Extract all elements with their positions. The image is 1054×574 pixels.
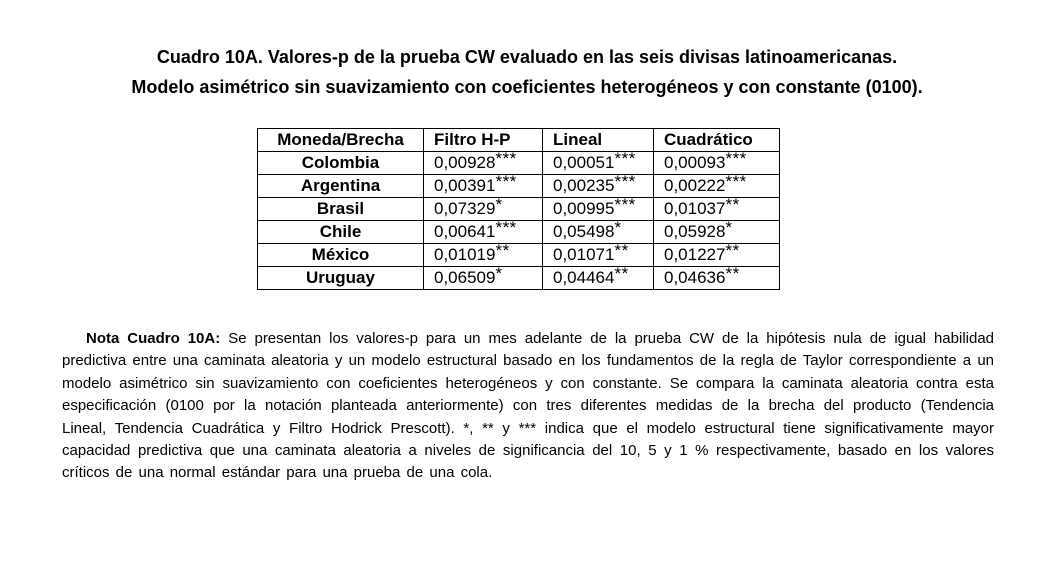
- header-lineal: Lineal: [543, 129, 654, 152]
- table-row: [258, 152, 780, 175]
- significance-stars: *: [725, 217, 733, 237]
- pvalue-cell: [654, 263, 780, 290]
- table-caption-line2: Modelo asimétrico sin suavizamiento con coeficientes heterogéneos y con constante (0100).: [131, 77, 923, 97]
- pvalue: 0,00641: [434, 222, 496, 241]
- header-cuadratico: Cuadrático: [654, 129, 780, 152]
- note-label: Nota Cuadro 10A:: [86, 330, 221, 347]
- header-filtro-hp: Filtro H-P: [424, 129, 543, 152]
- currency-label: México: [258, 244, 424, 267]
- pvalue-cell: [654, 240, 780, 267]
- table-row: [258, 267, 780, 290]
- currency-label: Colombia: [258, 152, 424, 175]
- pvalue: 0,07329: [434, 199, 496, 218]
- pvalues-table-container: [257, 128, 780, 290]
- pvalue: 0,00093: [664, 153, 726, 172]
- header-moneda-brecha: Moneda/Brecha: [258, 129, 424, 152]
- pvalue: 0,00391: [434, 176, 496, 195]
- pvalue: 0,01037: [664, 199, 726, 218]
- significance-stars: ***: [725, 148, 747, 168]
- currency-label: Brasil: [258, 198, 424, 221]
- pvalue-cell: [543, 194, 654, 221]
- pvalue-cell: [424, 263, 543, 290]
- significance-stars: ***: [614, 171, 636, 191]
- pvalue: 0,00222: [664, 176, 726, 195]
- pvalue-cell: [654, 217, 780, 244]
- table-caption-line1: Cuadro 10A. Valores-p de la prueba CW evaluado en las seis divisas latinoamericanas.: [156, 47, 898, 67]
- pvalue-cell: [424, 240, 543, 267]
- pvalue-cell: [424, 148, 543, 175]
- significance-stars: ***: [725, 171, 747, 191]
- significance-stars: ***: [614, 148, 636, 168]
- pvalue-cell: [543, 217, 654, 244]
- significance-stars: *: [614, 217, 622, 237]
- pvalue-cell: [424, 194, 543, 221]
- pvalue-cell: [654, 194, 780, 221]
- pvalue-cell: [543, 240, 654, 267]
- significance-stars: *: [495, 194, 503, 214]
- pvalue: 0,00995: [553, 199, 615, 218]
- table-row: [258, 198, 780, 221]
- significance-stars: **: [614, 240, 629, 260]
- pvalue: 0,01019: [434, 245, 496, 264]
- significance-stars: **: [495, 240, 510, 260]
- table-row: [258, 244, 780, 267]
- pvalue-cell: [654, 171, 780, 198]
- currency-label: Chile: [258, 221, 424, 244]
- significance-stars: *: [495, 263, 503, 283]
- significance-stars: ***: [495, 148, 517, 168]
- significance-stars: ***: [495, 217, 517, 237]
- significance-stars: **: [614, 263, 629, 283]
- pvalue: 0,00928: [434, 153, 496, 172]
- table-row: [258, 221, 780, 244]
- table-note: [62, 328, 994, 485]
- note-body: Se presentan los valores-p para un mes adelante de la prueba CW de la hipótesis nula de igual habilidad predictiva entre una caminata aleatoria y un modelo estructural basado en los fundamentos de la regla de Taylor correspondiente a un modelo asimétrico sin suavizamiento con coeficientes heterogéneos y con constante. Se compara la caminata aleatoria contra esta especificación (0100 por la notación planteada anteriormente) con tres diferentes medidas de la brecha del producto (Tendencia Lineal, Tendencia Cuadrática y Filtro Hodrick Prescott). *, ** y *** indica que el modelo estructural tiene significativamente mayor capacidad predictiva que una caminata aleatoria a niveles de significancia del 10, 5 y 1 % respectivamente, basado en los valores críticos de una normal estándar para una prueba de una cola.: [62, 330, 995, 482]
- pvalue: 0,00235: [553, 176, 615, 195]
- pvalues-table: [257, 128, 780, 290]
- pvalue: 0,05928: [664, 222, 726, 241]
- pvalue-cell: [654, 148, 780, 175]
- table-header-row: [258, 129, 780, 152]
- pvalue: 0,06509: [434, 268, 496, 287]
- currency-label: Uruguay: [258, 267, 424, 290]
- significance-stars: **: [725, 263, 740, 283]
- pvalue: 0,05498: [553, 222, 615, 241]
- pvalue-cell: [424, 217, 543, 244]
- pvalue-cell: [543, 148, 654, 175]
- significance-stars: **: [725, 194, 740, 214]
- pvalue: 0,00051: [553, 153, 615, 172]
- significance-stars: ***: [495, 171, 517, 191]
- pvalue: 0,01071: [553, 245, 615, 264]
- pvalue: 0,01227: [664, 245, 726, 264]
- table-caption: [0, 42, 1054, 102]
- currency-label: Argentina: [258, 175, 424, 198]
- table-row: [258, 175, 780, 198]
- significance-stars: ***: [614, 194, 636, 214]
- pvalue-cell: [543, 263, 654, 290]
- pvalue-cell: [543, 171, 654, 198]
- pvalue: 0,04464: [553, 268, 615, 287]
- pvalue: 0,04636: [664, 268, 726, 287]
- pvalue-cell: [424, 171, 543, 198]
- significance-stars: **: [725, 240, 740, 260]
